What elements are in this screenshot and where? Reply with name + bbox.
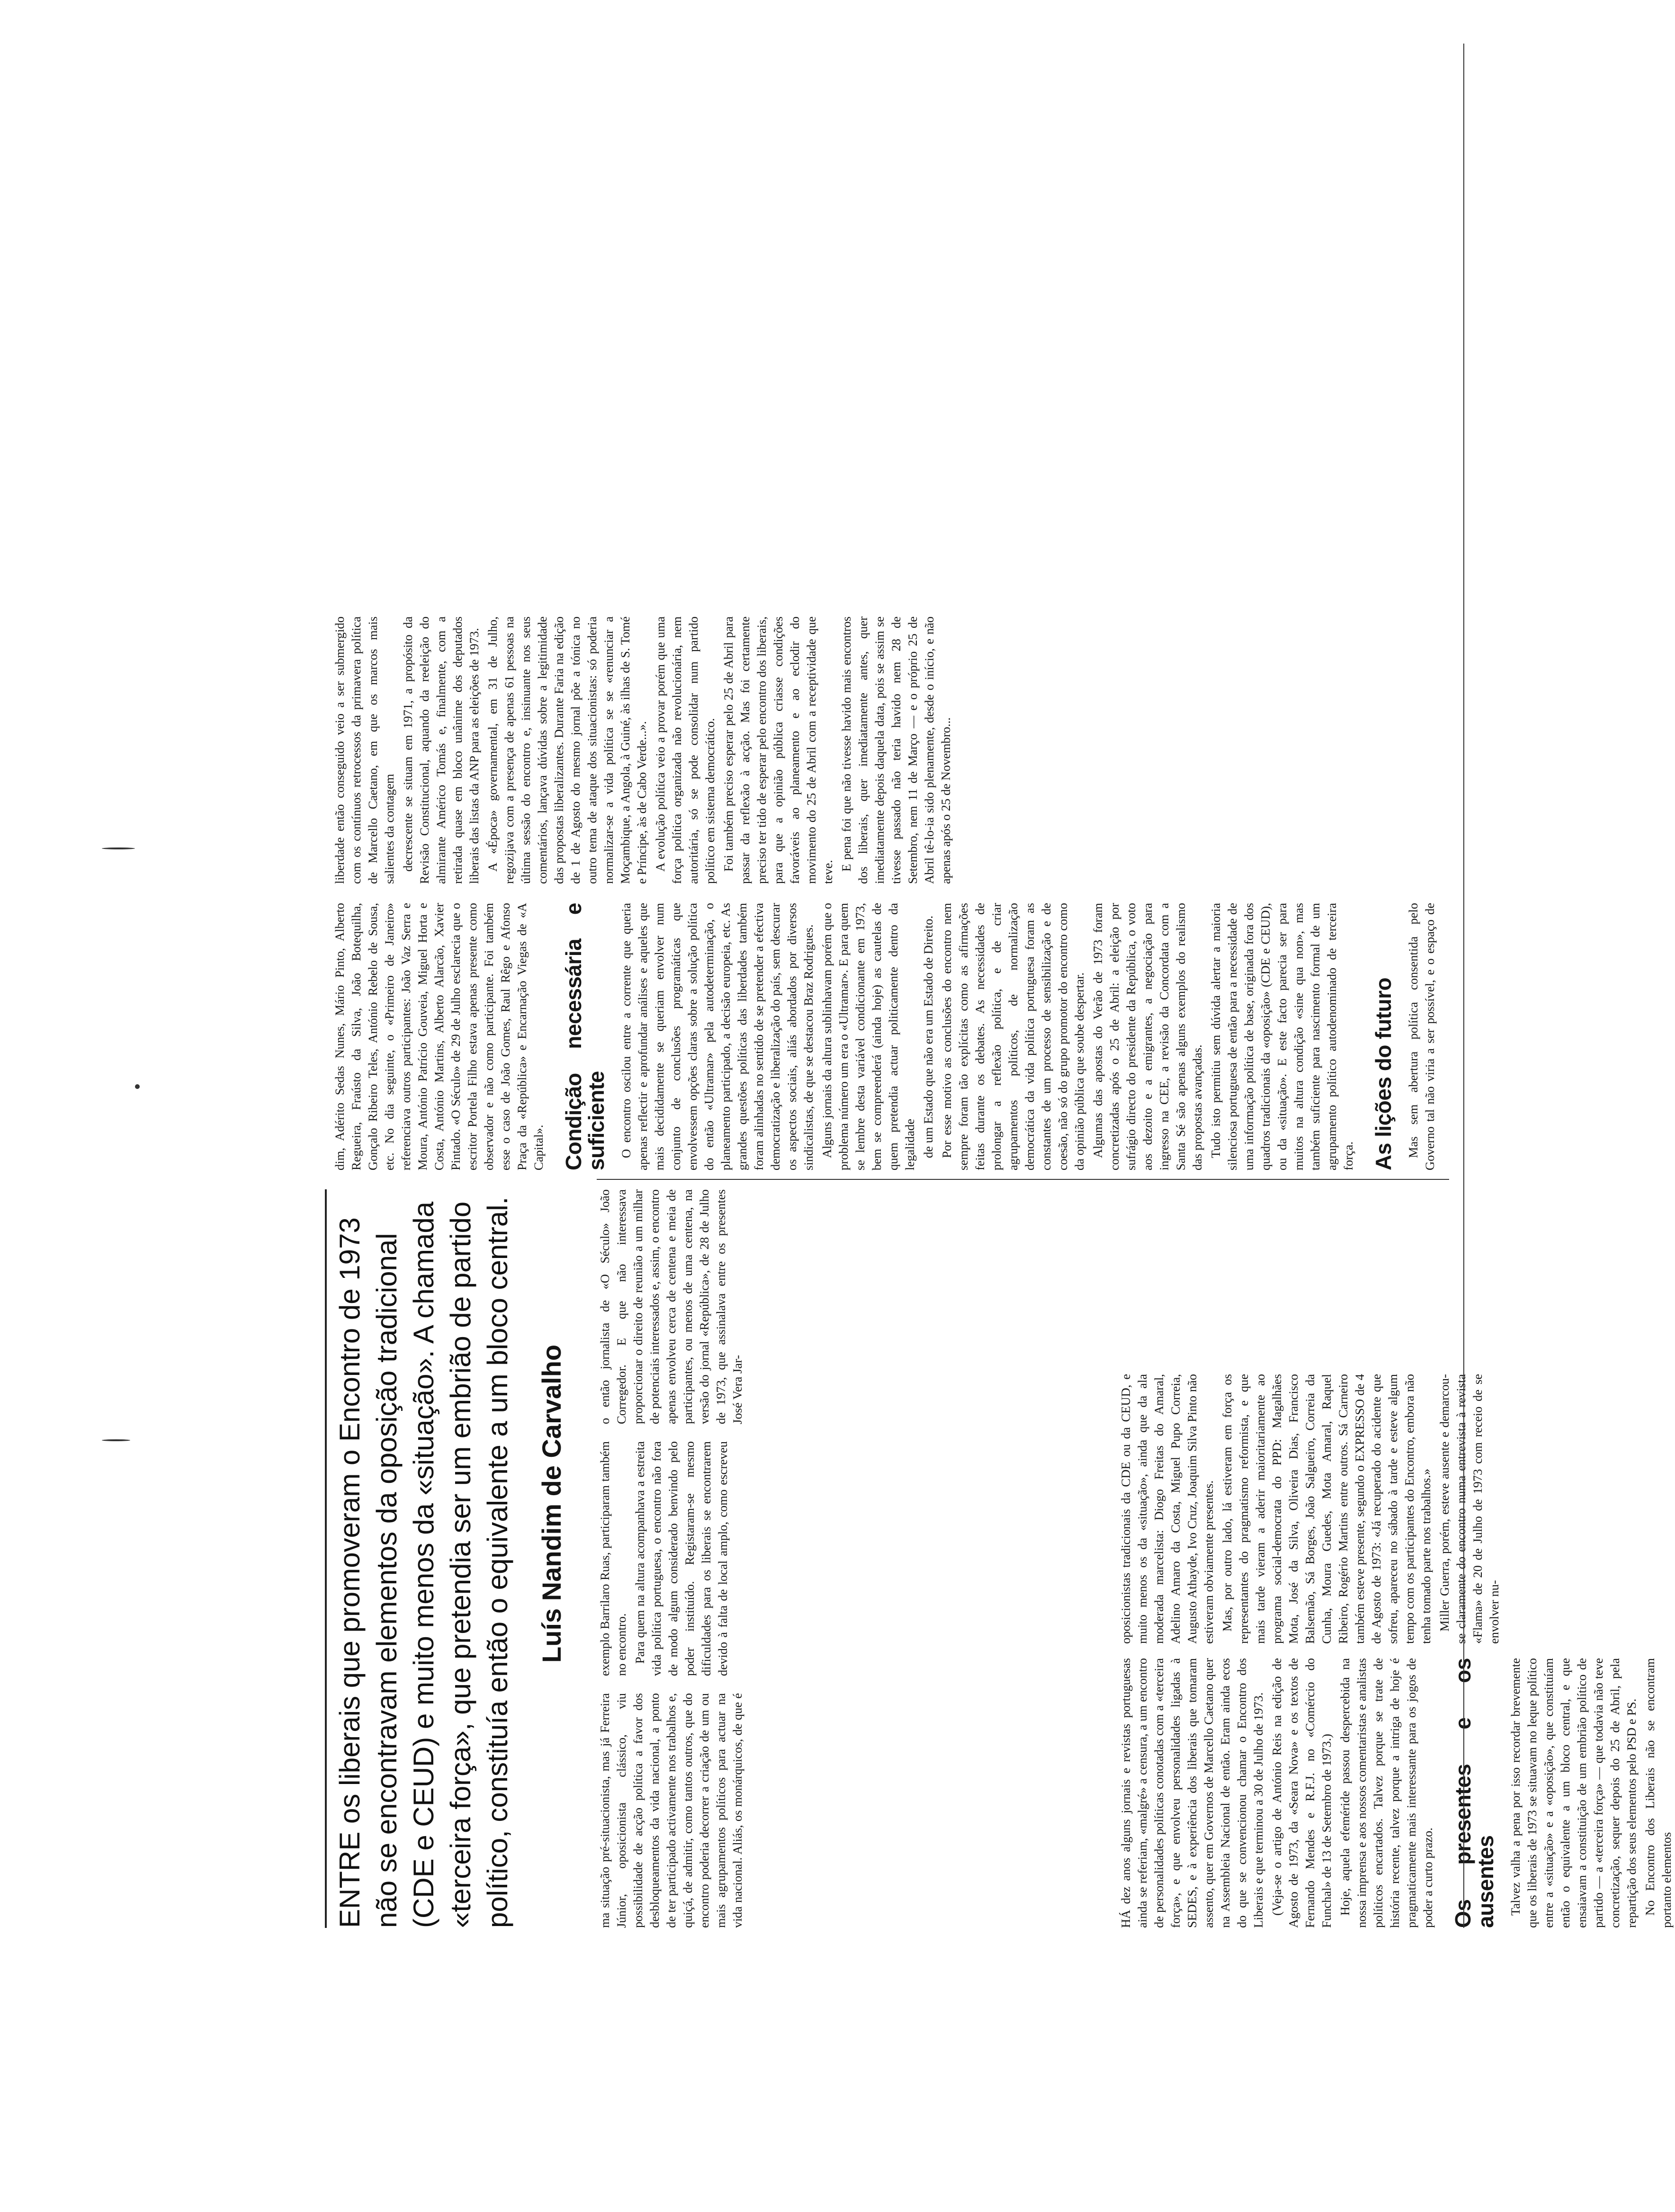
column-1 [1118,1658,1674,1928]
column-2 [1118,1374,1505,1644]
bottom-rule [1463,44,1464,1928]
paragraph: (Veja-se o artigo de António Reis na edição de Agosto de 1973, da «Seara Nova» e os textos de Fernando Mendes e R.F.J. no «Comércio do Funchal» de 13 de Setembro de 1973.) [1270,1658,1334,1928]
paragraph: dim, Adérito Sedas Nunes, Mário Pinto, Alberto Regueira, Fraústo da Silva, João Botequilha, Gonçalo Ribeiro Teles, António Rebelo de Sousa, etc. No dia seguinte, o «Primeiro de Janeiro» referenciava outros participantes: João Vaz Serra e Moura, António Patrício Gouveia, Miguel Horta e Costa, António Martins, Alberto Alarcão, Xavier Pintado. «O Século» de 29 de Julho esclarecia que o escritor Portela Filho estava apenas presente como observador e não como participante. Foi também esse o caso de João Gomes, Raul Rêgo e Afonso Praça da «República» e Encarnação Viegas de «A Capital». [332,903,546,1170]
scan-mark [135,1084,140,1089]
paragraph: Por esse motivo as conclusões do encontro nem sempre foram tão explícitas como as afirmações feitas durante os debates. As necessidades de prolongar a reflexão política, e de criar agrupamentos políticos, de normalização democrática da vida política portuguesa foram as constantes de um processo de sensibilização e de coesão, não só do grupo promotor do encontro como da opinião pública que soube despertar. [940,903,1086,1170]
paragraph: ma situação pré-situacionista, mas já Ferreira Júnior, oposicionista clássico, viu possibilidade de acção política a favor dos desbloqueamentos da vida nacional, a ponto de ter participado activamente nos trabalhos e, quiçá, de admitir, como tantos outros, que do encontro poderia decorrer a criação de um ou mais agrupamentos políticos para actuar na vida nacional. Aliás, os monárquicos, de que é exemplo Barrilaro Ruas, participaram também no encontro. [598,1441,744,1928]
subheading-condicao: Condição necessária e suficiente [561,903,609,1170]
paragraph: Mas, por outro lado, lá estiveram em força os representantes do pragmatismo reformista, e que mais tarde vieram a aderir maioritariamente ao programa social-democrata do PPD: Magalhães Mota, José da Silva, Oliveira Dias, Francisco Balsemão, Sá Borges, João Salgueiro, Correia da Cunha, Moura Guedes, Mota Amaral, Raquel Ribeiro, Rogério Martins entre outros. Sá Carneiro também esteve presente, segundo o EXPRESSO de 4 de Agosto de 1973: «Já recuperado do acidente que sofreu, apareceu no sábado à tarde e esteve algum tempo com os participantes do Encontro, embora não tenha tomado parte nos trabalhos.» [1220,1374,1433,1644]
subheading-presentes: Os presentes e os ausentes [1451,1658,1498,1928]
scan-mark [102,1439,130,1441]
paragraph: A evolução política veio a provar porém que uma força política organizada não revolucionária, nem autoritária, só se pode consolidar num partido político em sistema democrático. [653,616,717,884]
scan-mark [102,847,135,849]
paragraph: No Encontro dos Liberais não se encontram portanto elementos [1643,1658,1674,1928]
paragraph: A «Época» governamental, em 31 de Julho, regozijava com a presença de apenas 61 pessoas na última sessão do encontro e, insinuante nos seus comentários, lançava dúvidas sobre a legitimidade das propostas liberalizantes. Durante Faria na edição de 1 de Agosto do mesmo jornal põe a tónica no outro tema de ataque dos situacionistas: só poderia normalizar-se a vida política se se «renunciar a Moçambique, a Angola, à Guiné, às ilhas de S. Tomé e Príncipe, às de Cabo Verde...». [485,616,649,884]
paragraph: Tudo isto permitiu sem dúvida alertar a maioria silenciosa portuguesa de então para a necessidade de uma informação política de base, originada fora dos quadros tradicionais da «oposição» (CDE e CEUD), ou da «situação». E este facto parecia ser para muitos na altura condição «sine qua non», mas também suficiente para nascimento formal de um agrupamento político autodenominado de terceira força. [1209,903,1355,1170]
paragraph: HÁ dez anos alguns jornais e revistas portuguesas ainda se referiam, «malgré» a censura, a um encontro de personalidades políticas conotadas com a «terceira força», e que envolveu personalidades ligadas à SEDES, e à experiência dos liberais que tomaram assento, quer em Governos de Marcello Caetano quer na Assembleia Nacional de então. Eram ainda ecos do que se convencionou chamar o Encontro dos Liberais e que terminou a 30 de Julho de 1973. [1119,1658,1265,1928]
top-rule [325,1189,327,1928]
subheading-licoes: As lições do futuro [1371,977,1396,1170]
paragraph: Para quem na altura acompanhava a estreita vida política portuguesa, o encontro não fora de modo algum considerado benvindo pelo poder instituído. Registaram-se mesmo dificuldades para os liberais se encontrarem devido à falta de local amplo, como escreveu o então jornalista de «O Século» João Corregedor. E que não interessava proporcionar o direito de reunião a um milhar de potenciais interessados e, assim, o encontro apenas envolveu cerca de centena e meia de participantes, ou menos de uma centena, na versão do jornal «República», de 28 de Julho de 1973, que assinalava entre os presentes José Vera Jar- [598,1189,744,1676]
paragraph: Algumas das apostas do Verão de 1973 foram concretizadas após o 25 de Abril: a eleição por sufrágio directo do presidente da República, o voto aos dezoito e a emigrantes, a negociação para ingresso na CEE, a revisão da Concordata com a Santa Sé são apenas alguns exemplos do realismo das propostas avançadas. [1091,903,1204,1170]
paragraph: E pena foi que não tivesse havido mais encontros dos liberais, quer imediatamente antes, quer imediatamente depois daquela data, pois se assim se tivesse passado não teria havido nem 28 de Setembro, nem 11 de Março — e o próprio 25 de Abril tê-lo-ia sido plenamente, desde o início, e não apenas após o 25 de Novembro... [839,616,953,884]
paragraph: de um Estado que não era um Estado de Direito. [921,915,935,1158]
paragraph: O encontro oscilou entre a corrente que queria apenas reflectir e aprofundar análises e aqueles que mais decididamente se queriam envolver num conjunto de conclusões programáticas que envolvessem opções claras sobre a solução política do então «Ultramar» pela autodeterminação, o planeamento participado, a decisão europeia, etc. As grandes questões políticas das liberdades também foram alinhadas no sentido de se pretender a efectiva democratização e liberalização do país, sem descurar os aspectos sociais, aliás abordados por diversos sindicalistas, de que se destacou Braz Rodrigues. [619,903,815,1170]
paragraph: Talvez valha a pena por isso recordar brevemente que os liberais de 1973 se situavam no leque político entre a «situação» e a «oposição», que constituíam então o equivalente a um bloco central, e que ensaiavam a constituição de um embrião político de partido — a «terceira força» — que todavia não teve concretização, sequer depois do 25 de Abril, pela repartição dos seus elementos pelo PSD e PS. [1508,1658,1639,1928]
paragraph: oposicionistas tradicionais da CDE ou da CEUD, e muito menos os da «situação», ainda que da ala moderada marcelista: Diogo Freitas do Amaral, Adelino Amaro da Costa, Miguel Pupo Correia, Augusto Athayde, Ivo Cruz, Joaquim Silva Pinto não estiveram obviamente presentes. [1119,1374,1216,1644]
paragraph: Mas sem abertura política consentida pelo Governo tal não viria a ser possível, e o espaço de liberdade então conseguido veio a ser submergido com os contínuos retrocessos da primavera política de Marcello Caetano, em que os marcos mais salientes da contagem [332,616,1437,1170]
byline: Luís Nandim de Carvalho [537,1344,566,1663]
paragraph: decrescente se situam em 1971, a propósito da Revisão Constitucional, aquando da reeleição do almirante Américo Tomás e, finalmente, com a retirada quase em bloco unânime dos deputados liberais das listas da ANP para as eleições de 1973. [401,616,481,884]
paragraph: Foi também preciso esperar pelo 25 de Abril para passar da reflexão à acção. Mas foi certamente preciso ter tido de esperar pelo encontro dos liberais, para que a opinião pública criasse condições favoráveis ao planeamento e ao eclodir do movimento do 25 de Abril com a receptividade que teve. [721,616,835,884]
lower-columns [597,1189,1108,1928]
paragraph: Hoje, aquela efeméride passou despercebida na nossa imprensa e aos nossos comentaristas e analistas políticos encartados. Talvez porque se trate de história recente, talvez porque a intriga de hoje é pragmaticamente mais interessante para os jogos de poder a curto prazo. [1338,1658,1435,1928]
paragraph: Alguns jornais da altura sublinhavam porém que o problema número um era o «Ultramar». E para quem se lembre desta variável condicionante em 1973, bem se compreenderá (ainda hoje) as cautelas de quem pretendia actuar politicamente dentro da legalidade [820,903,917,1170]
newspaper-page [331,34,1674,1928]
right-columns [331,44,1449,1170]
column-divider [597,1179,1449,1180]
article-lede: ENTRE os liberais que promoveram o Encontro de 1973 não se encontravam elementos da oposição tradicional (CDE e CEUD) e muito menos da «situação». A chamada «terceira força», que pretendia ser um embrião de partido político, constituía então o equivalente a um bloco central. [334,1196,513,1928]
paragraph: Miller Guerra, porém, esteve ausente e demarcou-se claramente do encontro numa entrevista à revista «Flama» de 20 de Julho de 1973 com receio de se envolver nu- [1437,1374,1501,1644]
